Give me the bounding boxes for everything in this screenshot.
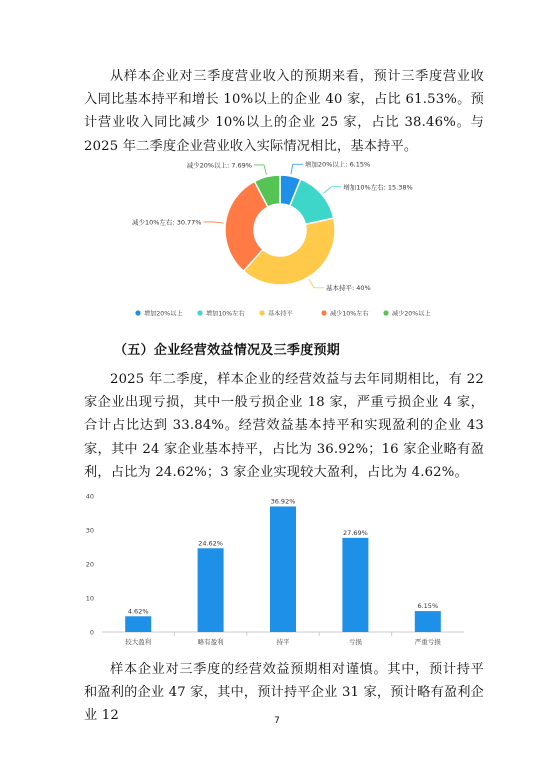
slice-data-label: 减少20%以上: 7.69%	[186, 161, 252, 170]
expectation-paragraph: 样本企业对三季度的经营效益预期相对谨慎。其中，预计持平和盈利的企业 47 家，其中，预计持平企业 31 家，预计略有盈利企业 12	[84, 662, 485, 724]
profit-paragraph: 2025 年二季度，样本企业的经营效益与去年同期相比，有 22 家企业出现亏损，其中一般亏损企业 18 家，严重亏损企业 4 家，合计占比达到 33.84%。经营效益基本持平和实现盈利的企业 43 家，其中 24 家企业基本持平，占比为 36.92%；16 家企业略有盈利，占比为 24.62%；3 家企业实现较大盈利，占比为 4.62%。	[84, 372, 484, 480]
revenue-expectation-donut-chart	[110, 150, 440, 330]
x-tick-label: 较大盈利	[125, 638, 152, 646]
leader-line	[203, 222, 223, 223]
y-tick-label: 10	[85, 594, 94, 603]
legend-label: 减少20%以上	[392, 310, 431, 318]
legend-label: 增加10%左右	[206, 310, 245, 318]
leader-line	[324, 187, 342, 193]
slice-data-label: 增加10%左右: 15.38%	[343, 183, 413, 192]
y-tick-label: 20	[85, 560, 94, 569]
bar-value-label: 27.69%	[343, 528, 368, 537]
legend-marker	[321, 310, 326, 315]
page-number: 7	[274, 716, 280, 726]
bar-value-label: 4.62%	[127, 607, 149, 616]
intro-paragraph: 从样本企业对三季度营业收入的预期来看，预计三季度营业收入同比基本持平和增长 10%以上的企业 40 家，占比 61.53%。预计营业收入同比减少 10%以上的企业 25 家，占比 38.46%。与 2025 年二季度企业营业收入实际情况相比，基本持平。	[84, 69, 484, 154]
y-tick-label: 0	[89, 628, 94, 637]
section-heading: （五）企业经营效益情况及三季度预期	[114, 343, 341, 358]
bar	[125, 616, 151, 632]
x-tick-label: 严重亏损	[414, 638, 441, 646]
legend-label: 减少10%左右	[330, 310, 369, 318]
x-tick-label: 亏损	[348, 638, 362, 646]
bar	[342, 538, 368, 632]
bar	[198, 548, 224, 632]
bar	[415, 611, 441, 632]
leader-line	[291, 164, 303, 174]
x-tick-label: 持平	[276, 638, 290, 646]
leader-line	[254, 165, 266, 175]
bar-value-label: 36.92%	[270, 497, 296, 506]
y-tick-label: 40	[85, 492, 94, 501]
slice-data-label: 基本持平: 40%	[325, 284, 371, 293]
legend-marker	[383, 310, 388, 315]
y-tick-label: 30	[85, 526, 94, 535]
bar	[270, 506, 296, 632]
slice-data-label: 减少10%左右: 30.77%	[131, 218, 202, 227]
slice-data-label: 增加20%以上: 6.15%	[304, 160, 371, 169]
legend-label: 基本持平	[268, 310, 293, 318]
legend-marker	[197, 310, 202, 315]
profit-bar-chart	[82, 484, 472, 654]
bar-value-label: 6.15%	[417, 602, 439, 611]
legend-marker	[259, 310, 264, 315]
x-tick-label: 略有盈利	[197, 638, 224, 646]
legend-marker	[135, 310, 140, 315]
leader-line	[309, 279, 324, 288]
legend-label: 增加20%以上	[144, 310, 183, 318]
bar-value-label: 24.62%	[198, 539, 223, 548]
